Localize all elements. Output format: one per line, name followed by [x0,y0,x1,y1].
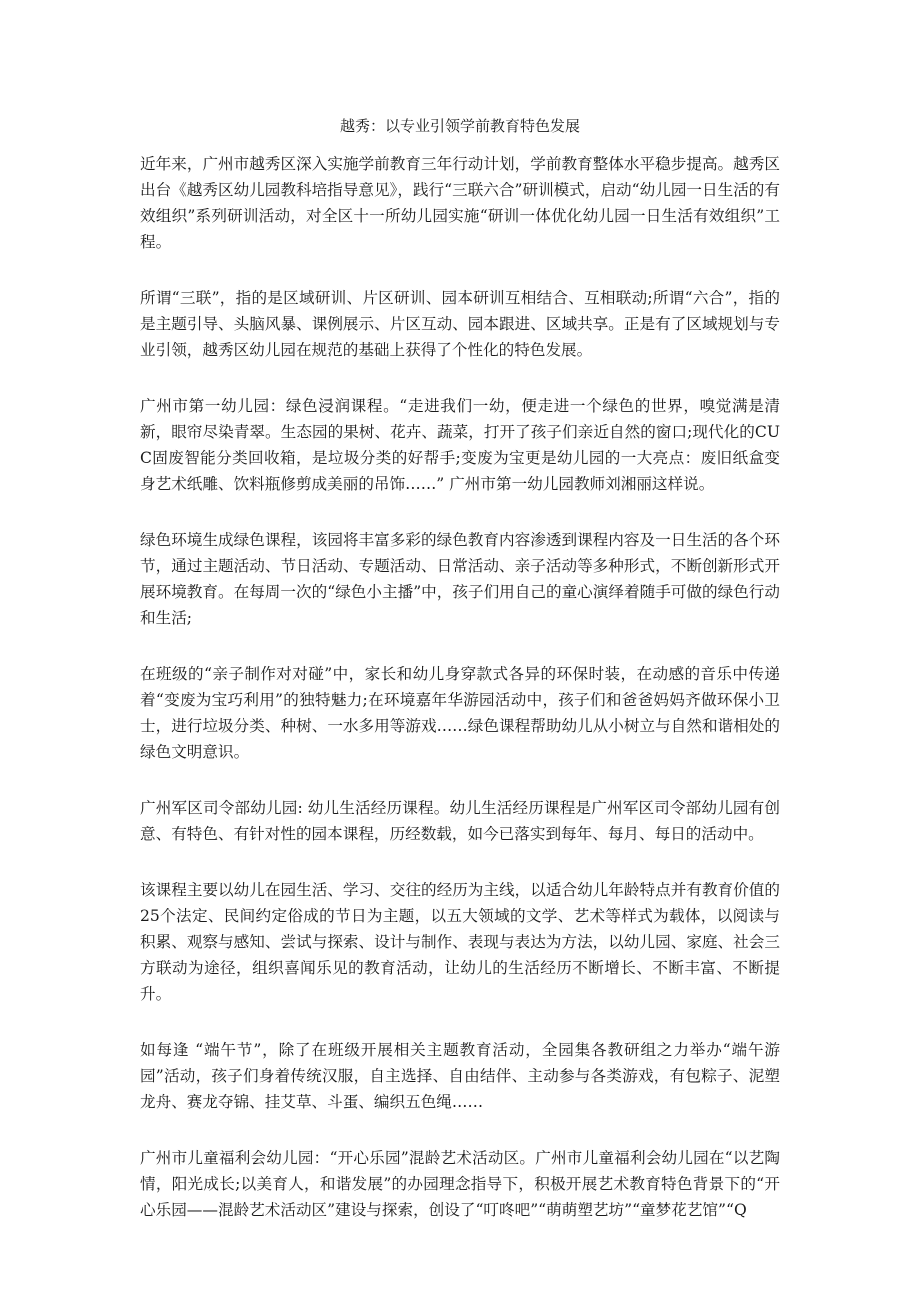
paragraph-5: 在班级的“亲子制作对对碰”中，家长和幼儿身穿款式各异的环保时装，在动感的音乐中传递着“变废为宝巧利用”的独特魅力;在环境嘉年华游园活动中，孩子们和爸爸妈妈齐做环保小卫士，进行垃圾分类、种树、一水多用等游戏……绿色课程帮助幼儿从小树立与自然和谐相处的绿色文明意识。 [140,665,780,761]
paragraph-2: 所谓“三联”，指的是区域研训、片区研训、园本研训互相结合、互相联动;所谓“六合”，指的是主题引导、头脑风暴、课例展示、片区互动、园本跟进、区域共享。正是有了区域规划与专业引领，越秀区幼儿园在规范的基础上获得了个性化的特色发展。 [140,289,780,359]
paragraph-7: 该课程主要以幼儿在园生活、学习、交往的经历为主线，以适合幼儿年龄特点并有教育价值的25个法定、民间约定俗成的节日为主题，以五大领域的文学、艺术等样式为载体，以阅读与积累、观察与感知、尝试与探索、设计与制作、表现与表达为方法，以幼儿园、家庭、社会三方联动为途径，组织喜闻乐见的教育活动，让幼儿的生活经历不断增长、不断丰富、不断提升。 [140,881,780,1003]
paragraph-8: 如每逢 “端午节”，除了在班级开展相关主题教育活动，全园集各教研组之力举办“端午游园”活动，孩子们身着传统汉服，自主选择、自由结伴、主动参与各类游戏，有包粽子、泥塑龙舟、赛龙夺锦、挂艾草、斗蛋、编织五色绳…… [140,1041,780,1111]
paragraph-3: 广州市第一幼儿园：绿色浸润课程。“走进我们一幼，便走进一个绿色的世界，嗅觉满是清新，眼帘尽染青翠。生态园的果树、花卉、蔬菜，打开了孩子们亲近自然的窗口;现代化的CUC固废智能分类回收箱，是垃圾分类的好帮手;变废为宝更是幼儿园的一大亮点：废旧纸盒变身艺术纸雕、饮料瓶修剪成美丽的吊饰……” 广州市第一幼儿园教师刘湘丽这样说。 [140,397,780,493]
document-body [140,151,780,1253]
paragraph-6: 广州军区司令部幼儿园: 幼儿生活经历课程。幼儿生活经历课程是广州军区司令部幼儿园有创意、有特色、有针对性的园本课程，历经数载，如今已落实到每年、每月、每日的活动中。 [140,799,780,843]
paragraph-4: 绿色环境生成绿色课程，该园将丰富多彩的绿色教育内容渗透到课程内容及一日生活的各个环节，通过主题活动、节日活动、专题活动、日常活动、亲子活动等多种形式，不断创新形式开展环境教育。在每周一次的“绿色小主播”中，孩子们用自己的童心演绎着随手可做的绿色行动和生活; [140,531,780,627]
paragraph-9: 广州市儿童福利会幼儿园：“开心乐园”混龄艺术活动区。广州市儿童福利会幼儿园在“以艺陶情，阳光成长;以美育人，和谐发展”的办园理念指导下，积极开展艺术教育特色背景下的“开心乐园——混龄艺术活动区”建设与探索，创设了“叮咚吧”“萌萌塑艺坊”“童梦花艺馆”“Q [140,1149,780,1219]
paragraph-1: 近年来，广州市越秀区深入实施学前教育三年行动计划，学前教育整体水平稳步提高。越秀区出台《越秀区幼儿园教科培指导意见》，践行“三联六合”研训模式，启动“幼儿园一日生活的有效组织”系列研训活动，对全区十一所幼儿园实施“研训一体优化幼儿园一日生活有效组织”工程。 [140,155,780,251]
document-title: 越秀：以专业引领学前教育特色发展 [339,117,580,135]
